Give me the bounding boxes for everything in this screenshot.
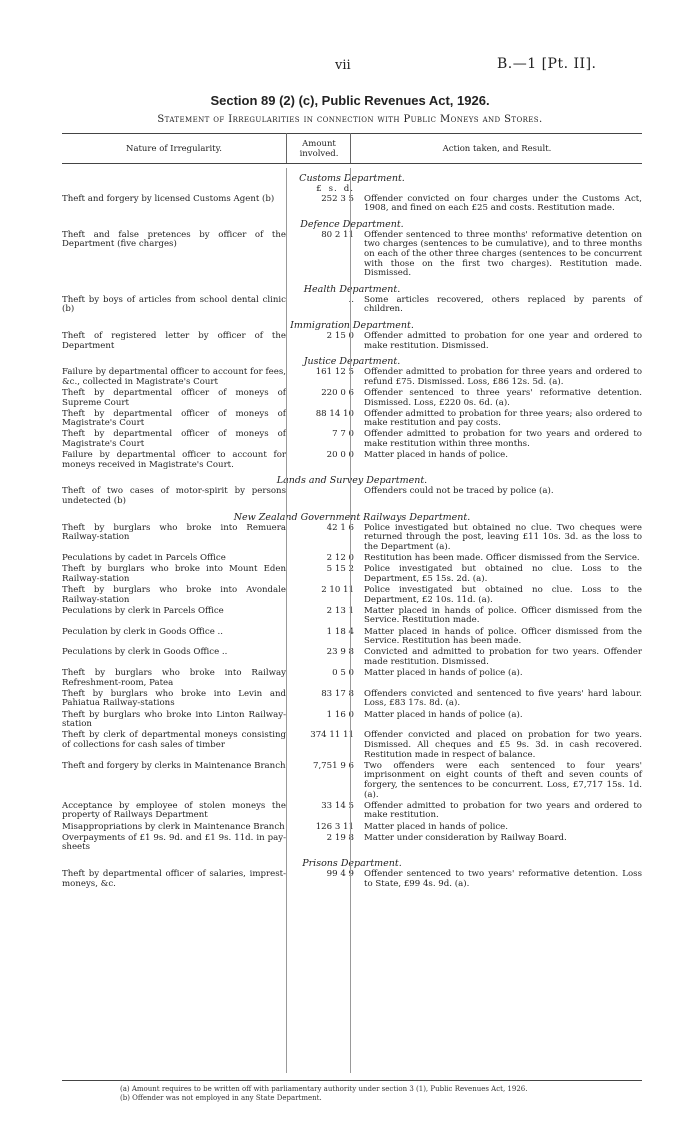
table-row: [62, 554, 642, 564]
table-row: [62, 195, 642, 214]
table-row: [62, 565, 642, 584]
amount-cell: 5 15 2: [326, 564, 354, 575]
amount-cell: 2 13 1: [326, 605, 354, 616]
irregularity-cell: Theft and false pretences by officer of the Department (five charges): [62, 229, 286, 250]
irregularity-cell: Failure by departmental officer to account for fees, &c., collected in Magistrate's Court: [62, 367, 286, 387]
amount-cell: 0 5 0: [332, 668, 354, 679]
irregularity-cell: Peculations by clerk in Parcels Office: [62, 605, 224, 616]
irregularity-cell: Theft by departmental officer of salaries, imprest-moneys, &c.: [62, 868, 286, 889]
action-cell: Matter placed in hands of police (a).: [364, 668, 523, 679]
action-cell: Convicted and admitted to probation for two years. Offender made restitution. Dismissed.: [364, 647, 642, 667]
header-divider-2: [350, 133, 351, 163]
table-row: [62, 834, 642, 853]
table-row: [62, 389, 642, 408]
action-cell: Offender sentenced to two years' reformative detention. Loss to State, £99 4s. 9d. (a).: [364, 868, 642, 889]
action-cell: Offender admitted to probation for three years; also ordered to make restitution and pay costs.: [364, 408, 642, 429]
action-cell: Restitution has been made. Officer dismissed from the Service.: [364, 553, 640, 563]
column-header-action: Action taken, and Result.: [442, 144, 552, 154]
table-top-rule: [62, 133, 642, 134]
irregularity-cell: Peculations by cadet in Parcels Office: [62, 553, 226, 563]
table-row: [62, 669, 642, 688]
table-row: [62, 332, 642, 351]
currency-shillings: s.: [328, 184, 338, 194]
amount-cell: 88 14 10: [315, 408, 354, 419]
currency-pounds: £: [316, 184, 323, 194]
document-reference: B.—1 [Pt. II].: [497, 56, 597, 72]
action-cell: Offender admitted to probation for two years and ordered to make restitution within three months.: [364, 429, 642, 450]
footnote-a: (a) Amount requires to be written off with parliamentary authority under section 3 (1), Public Revenues Act, 1926.: [120, 1085, 528, 1093]
irregularity-cell: Theft by departmental officer of moneys of Magistrate's Court: [62, 408, 286, 429]
column-header-nature: Nature of Irregularity.: [126, 144, 222, 154]
amount-cell: 42 1 6: [326, 522, 354, 533]
irregularity-cell: Peculations by clerk in Goods Office ..: [62, 647, 228, 658]
amount-cell: 2 15 0: [326, 330, 354, 341]
action-cell: Offender sentenced to three years' reformative detention. Dismissed. Loss, £220 0s. 6d. (a).: [364, 387, 642, 408]
table-row: [62, 430, 642, 449]
irregularity-cell: Theft by burglars who broke into Mount Eden Railway-station: [62, 564, 286, 584]
column-divider-1: [286, 168, 287, 1073]
department-heading: Prisons Department.: [302, 857, 402, 869]
irregularity-cell: Theft by burglars who broke into Linton Railway-station: [62, 709, 286, 730]
amount-cell: 1 18 4: [326, 626, 354, 637]
table-row: [62, 231, 642, 279]
irregularity-cell: Theft by departmental officer of moneys of Supreme Court: [62, 387, 286, 408]
irregularity-cell: Theft by burglars who broke into Railway Refreshment-room, Patea: [62, 668, 286, 688]
irregularity-cell: Peculation by clerk in Goods Office ..: [62, 626, 223, 637]
table-row: [62, 823, 642, 833]
irregularity-cell: Theft of registered letter by officer of the Department: [62, 330, 286, 351]
amount-cell: 83 17 8: [321, 688, 354, 699]
table-row: [62, 524, 642, 553]
table-row: [62, 451, 642, 470]
table-row: [62, 870, 642, 889]
action-cell: Matter under consideration by Railway Board.: [364, 832, 567, 843]
amount-cell: ..: [348, 294, 354, 305]
table-row: [62, 607, 642, 626]
irregularity-cell: Failure by departmental officer to account for moneys received in Magistrate's Court.: [62, 450, 286, 470]
table-row: [62, 368, 642, 387]
action-cell: Offender admitted to probation for two years and ordered to make restitution.: [364, 800, 642, 821]
amount-cell: 374 11 11: [310, 730, 354, 741]
page-subtitle: Statement of Irregularities in connection with Public Moneys and Stores.: [157, 114, 543, 125]
action-cell: Two offenders were each sentenced to four years' imprisonment on eight counts of theft and seven counts of forgery, the sentences to be concurrent. Loss, £7,717 15s. 1d. (a).: [364, 760, 642, 800]
department-heading: Immigration Department.: [290, 319, 414, 331]
amount-cell: 7,751 9 6: [312, 760, 354, 771]
table-row: [62, 410, 642, 429]
amount-cell: 20 0 0: [326, 450, 354, 461]
amount-cell: 220 0 6: [321, 387, 354, 398]
action-cell: Offender admitted to probation for one year and ordered to make restitution. Dismissed.: [364, 330, 642, 351]
action-cell: Matter placed in hands of police. Officer dismissed from the Service. Restitution made.: [364, 605, 642, 626]
action-cell: Offender sentenced to three months' reformative detention on two charges (sentences to be cumulative), and to three months on each of the other three charges (sentences to be concurrent with those on the first two charges). Restitution made. Dismissed.: [364, 229, 642, 279]
table-row: [62, 802, 642, 821]
amount-cell: 23 9 8: [326, 647, 354, 658]
action-cell: Matter placed in hands of police.: [364, 821, 508, 832]
department-heading: Health Department.: [303, 283, 401, 295]
table-row: [62, 586, 642, 605]
amount-cell: 99 4 9: [326, 868, 354, 879]
irregularity-cell: Theft by burglars who broke into Levin and Pahiatua Railway-stations: [62, 688, 286, 709]
irregularity-cell: Misappropriations by clerk in Maintenance Branch: [62, 821, 285, 832]
department-heading: Justice Department.: [303, 356, 401, 368]
column-header-amount: Amount involved.: [299, 139, 339, 159]
irregularity-cell: Acceptance by employee of stolen moneys the property of Railways Department: [62, 800, 286, 821]
table-row: [62, 762, 642, 800]
action-cell: Police investigated but obtained no clue. Loss to the Department, £5 15s. 2d. (a).: [364, 564, 642, 584]
action-cell: Offender admitted to probation for three years and ordered to refund £75. Dismissed. Loss, £86 12s. 5d. (a).: [364, 367, 642, 387]
irregularity-cell: Theft by boys of articles from school dental clinic (b): [62, 294, 286, 315]
irregularity-cell: Theft by departmental officer of moneys of Magistrate's Court: [62, 429, 286, 450]
action-cell: Matter placed in hands of police. Officer dismissed from the Service. Restitution has been made.: [364, 626, 642, 647]
amount-cell: 1 16 0: [326, 709, 354, 720]
action-cell: Offenders could not be traced by police (a).: [364, 486, 554, 497]
table-row: [62, 731, 642, 760]
table-row: [62, 628, 642, 647]
footnote-b: (b) Offender was not employed in any State Department.: [120, 1094, 322, 1102]
amount-cell: 2 12 0: [326, 553, 354, 563]
department-heading: Lands and Survey Department.: [276, 475, 428, 487]
amount-cell: 33 14 5: [321, 800, 354, 811]
irregularity-cell: Theft and forgery by clerks in Maintenance Branch: [62, 760, 286, 771]
department-heading: Customs Department.: [299, 173, 405, 184]
table-header-rule: [62, 163, 642, 164]
page-title: Section 89 (2) (c), Public Revenues Act, 1926.: [210, 93, 490, 108]
table-row: [62, 296, 642, 315]
irregularity-cell: Theft of two cases of motor-spirit by persons undetected (b): [62, 486, 286, 507]
table-row: [62, 487, 642, 506]
table-row: [62, 648, 642, 667]
action-cell: Matter placed in hands of police (a).: [364, 709, 523, 720]
action-cell: Police investigated but obtained no clue. Loss to the Department, £2 10s. 11d. (a).: [364, 584, 642, 605]
department-heading: Defence Department.: [300, 218, 404, 230]
currency-pence: d.: [343, 184, 354, 194]
footnotes: [120, 1085, 527, 1103]
irregularity-cell: Overpayments of £1 9s. 9d. and £1 9s. 11d. in pay-sheets: [62, 832, 286, 853]
irregularity-cell: Theft by burglars who broke into Remuera Railway-station: [62, 522, 286, 543]
department-heading: New Zealand Government Railways Department.: [233, 511, 471, 523]
column-divider-2: [350, 168, 351, 1073]
amount-cell: 2 10 11: [321, 584, 354, 595]
action-cell: Police investigated but obtained no clue. Two cheques were returned through the post, leaving £11 10s. 3d. as the loss to the Department (a).: [364, 522, 642, 552]
amount-cell: 252 3 5: [321, 193, 354, 204]
table-row: [62, 711, 642, 730]
action-cell: Matter placed in hands of police.: [364, 450, 508, 461]
amount-cell: 7 7 0: [332, 429, 354, 440]
action-cell: Offender convicted and placed on probation for two years. Dismissed. All cheques and £5 9s. 3d. in cash recovered. Restitution made in respect of balance.: [364, 730, 642, 760]
amount-cell: 80 2 11: [321, 229, 354, 240]
page-number: vii: [335, 58, 351, 73]
irregularity-cell: Theft by burglars who broke into Avondale Railway-station: [62, 584, 286, 605]
irregularities-table: [62, 168, 642, 891]
table-bottom-rule: [62, 1080, 642, 1081]
action-cell: Some articles recovered, others replaced by parents of children.: [364, 294, 642, 315]
irregularity-cell: Theft and forgery by licensed Customs Agent (b): [62, 193, 275, 204]
amount-cell: 2 19 8: [326, 832, 354, 843]
amount-cell: 161 12 5: [315, 367, 354, 378]
action-cell: Offender convicted on four charges under the Customs Act, 1908, and fined on each £25 and costs. Restitution made.: [364, 193, 642, 214]
irregularity-cell: Theft by clerk of departmental moneys consisting of collections for cash sales of timber: [62, 730, 286, 751]
header-divider-1: [286, 133, 287, 163]
amount-cell: 126 3 11: [315, 821, 354, 832]
table-row: [62, 690, 642, 709]
action-cell: Offenders convicted and sentenced to five years' hard labour. Loss, £83 17s. 8d. (a).: [364, 688, 642, 709]
